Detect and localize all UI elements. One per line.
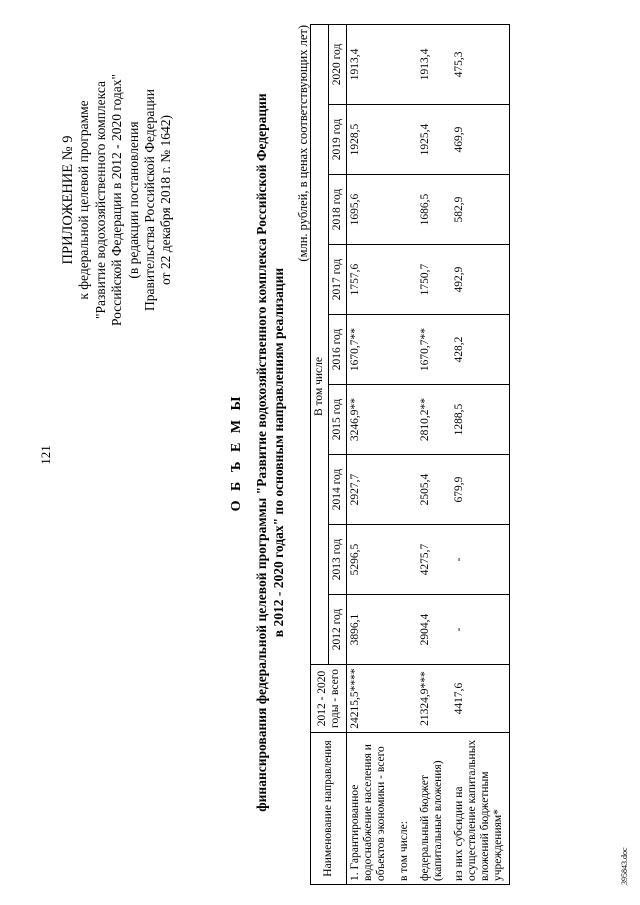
row-value: 469,9 [447, 105, 510, 175]
page-number: 121 [38, 445, 53, 465]
row-value: 1925,4 [413, 105, 447, 175]
footer-docname: 395843.doc [620, 847, 629, 885]
row-value: 2927,7 [347, 455, 391, 525]
row-value [390, 385, 413, 455]
table-row [413, 24, 447, 884]
row-label: федеральный бюджет (капитальные вложения) [413, 733, 447, 885]
row-value: 492,9 [447, 245, 510, 315]
row-value: 1288,5 [447, 385, 510, 455]
document-title: О Б Ъ Е М Ы [229, 393, 244, 512]
appendix-line: Российской Федерации в 2012 - 2020 годах" [109, 73, 125, 327]
header-year: 2016 год [329, 315, 347, 385]
table-row [390, 24, 413, 884]
row-value: 3246,9** [347, 385, 391, 455]
row-label: в том числе: [390, 733, 413, 885]
row-value: 1913,4 [413, 24, 447, 104]
row-value [390, 525, 413, 595]
header-including: В том числе [311, 24, 329, 664]
row-value: 1695,6 [347, 175, 391, 245]
row-value [390, 455, 413, 525]
row-value: 1670,7** [413, 315, 447, 385]
appendix-line: от 22 декабря 2018 г. № 1642) [158, 114, 174, 286]
funding-table [310, 24, 510, 885]
row-value: 582,9 [447, 175, 510, 245]
row-value: 2810,2** [413, 385, 447, 455]
header-year: 2012 год [329, 595, 347, 665]
appendix-line: к федеральной целевой программе [76, 100, 92, 300]
row-total: 4417,6 [447, 665, 510, 733]
appendix-line: (в редакции постановления [125, 121, 141, 279]
subtitle-line: финансирования федеральной целевой программы "Развитие водохозяйственного комплекса Российской Федерации [254, 93, 269, 812]
header-year: 2020 год [329, 24, 347, 104]
subtitle-line: в 2012 - 2020 годах" по основным направлениям реализации [271, 267, 286, 638]
header-total: 2012 - 2020 годы - всего [311, 665, 347, 733]
row-value [390, 24, 413, 104]
row-value [390, 245, 413, 315]
row-value: 1757,6 [347, 245, 391, 315]
appendix-block [60, 35, 175, 365]
row-total: 21324,9*** [413, 665, 447, 733]
row-value: 3896,1 [347, 595, 391, 665]
table-row [347, 24, 391, 884]
header-year: 2017 год [329, 245, 347, 315]
appendix-line: Правительства Российской Федерации [142, 89, 158, 311]
row-value: 679,9 [447, 455, 510, 525]
header-year: 2019 год [329, 105, 347, 175]
row-value: - [447, 525, 510, 595]
document-subtitle [253, 0, 287, 905]
row-value: 1913,4 [347, 24, 391, 104]
units-note: (млн. рублей, в ценах соответствующих лет) [296, 25, 310, 262]
row-value: 2904,4 [413, 595, 447, 665]
row-label: из них субсидии на осуществление капитальных вложений бюджетным учреждениям* [447, 733, 510, 885]
row-value [390, 105, 413, 175]
header-year: 2014 год [329, 455, 347, 525]
row-value: 475,3 [447, 24, 510, 104]
row-value [390, 595, 413, 665]
row-value: - [447, 595, 510, 665]
row-value: 4275,7 [413, 525, 447, 595]
row-total: 24215,5**** [347, 665, 391, 733]
appendix-title: ПРИЛОЖЕНИЕ № 9 [60, 135, 76, 265]
header-year: 2013 год [329, 525, 347, 595]
row-value [390, 175, 413, 245]
row-value: 1670,7** [347, 315, 391, 385]
header-year: 2018 год [329, 175, 347, 245]
row-total [390, 665, 413, 733]
row-value: 2505,4 [413, 455, 447, 525]
table-row [447, 24, 510, 884]
header-year: 2015 год [329, 385, 347, 455]
header-name: Наименование направления [311, 733, 347, 885]
row-value: 1686,5 [413, 175, 447, 245]
appendix-line: "Развитие водохозяйственного комплекса [92, 80, 108, 320]
row-value: 1928,5 [347, 105, 391, 175]
row-value: 428,2 [447, 315, 510, 385]
row-value: 5296,5 [347, 525, 391, 595]
row-label: 1. Гарантированное водоснабжение населения и объектов экономики - всего [347, 733, 391, 885]
row-value: 1750,7 [413, 245, 447, 315]
row-value [390, 315, 413, 385]
